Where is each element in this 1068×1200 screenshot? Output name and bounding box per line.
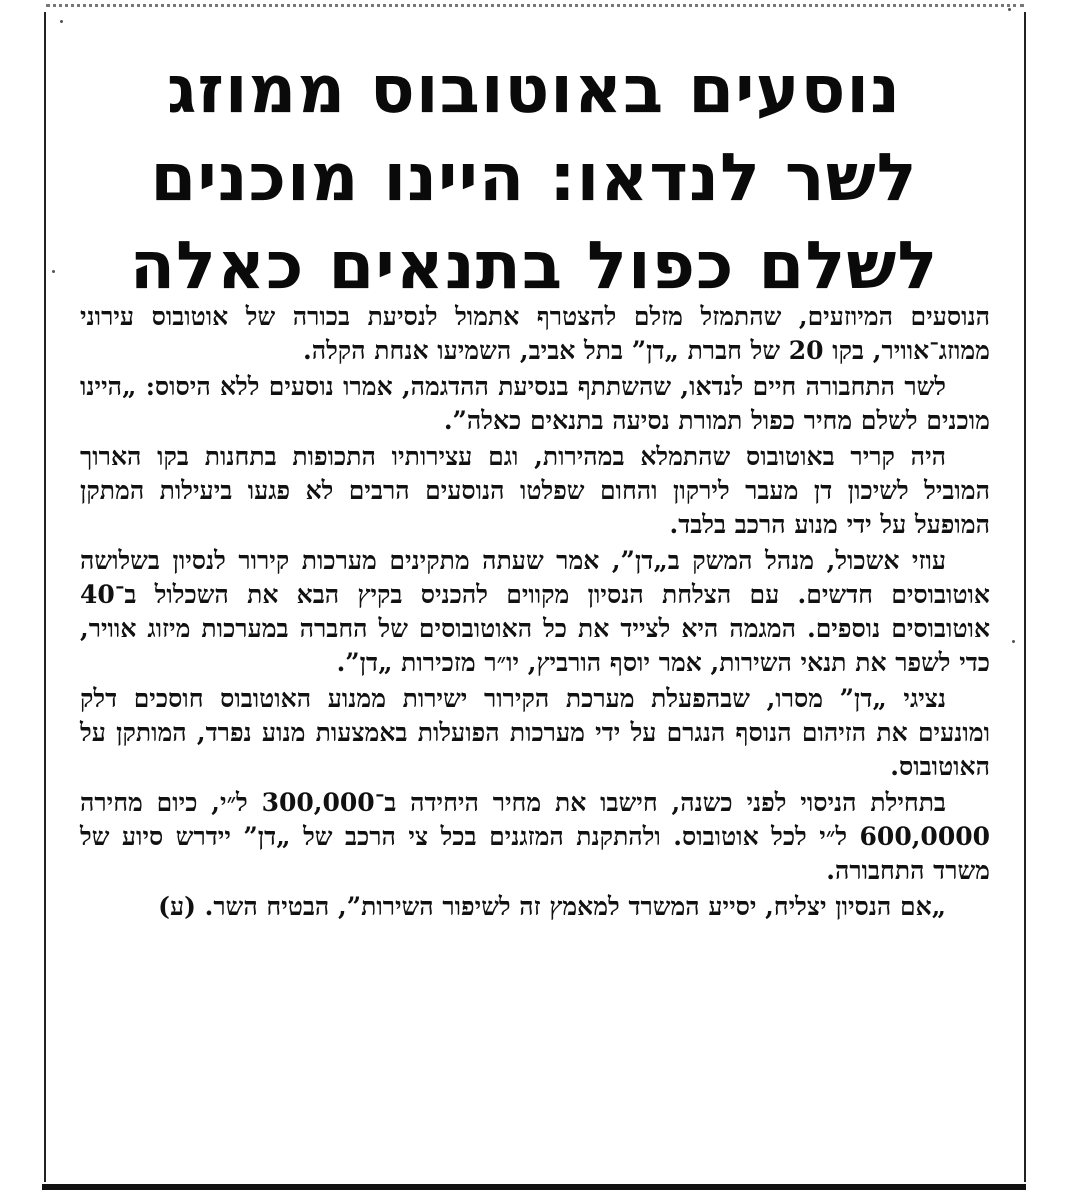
print-speck <box>1008 8 1011 11</box>
print-speck <box>60 20 63 23</box>
bottom-rule <box>42 1184 1026 1190</box>
article-body <box>80 300 990 926</box>
paragraph-6: בתחילת הניסוי לפני כשנה, חישבו את מחיר היחידה ב־300,000 ל״י, כיום מחירה 600,0000 ל״י לכל אוטובוס. ולהתקנת המזגנים בכל צי הרכב של „דן” יידרש סיוע של משרד התחבורה. <box>80 788 990 885</box>
paragraph-4: עוזי אשכול, מנהל המשק ב„דן”, אמר שעתה מתקינים מערכות קירור לנסיון בשלושה אוטובוסים חדשים. עם הצלחת הנסיון מקווים להכניס בקיץ הבא את השכלול ב־40 אוטובוסים נוספים. המגמה היא לצייד את כל האוטובוסים של החברה במערכות מיזוג אוויר, כדי לשפר את תנאי השירות, אמר יוסף הורביץ, יו״ר מזכירות „דן”. <box>80 546 990 677</box>
headline-line-2: לשר לנדאו: היינו מוכנים <box>150 139 918 216</box>
paragraph-2: לשר התחבורה חיים לנדאו, שהשתתף בנסיעת ההדגמה, אמרו נוסעים ללא היסוס: „היינו מוכנים לשלם מחיר כפול תמורת נסיעה בתנאים כאלה”. <box>80 372 990 435</box>
headline-line-3: לשלם כפול בתנאים כאלה <box>129 227 939 304</box>
headline <box>88 46 980 310</box>
print-speck <box>1012 640 1015 643</box>
paragraph-7: „אם הנסיון יצליח, יסייע המשרד למאמץ זה לשיפור השירות”, הבטיח השר. (ע) <box>158 892 946 921</box>
paragraph-3: היה קריר באוטובוס שהתמלא במהירות, וגם עצירותיו התכופות בתחנות בקו הארוך המוביל לשיכון דן מעבר לירקון והחום שפלטו הנוסעים הרבים לא פגעו ביעילות המתקן המופעל על ידי מנוע הרכב בלבד. <box>80 442 990 539</box>
paragraph-1: הנוסעים המיוזעים, שהתמזל מזלם להצטרף אתמול לנסיעת בכורה של אוטובוס עירוני ממוזג־אוויר, בקו 20 של חברת „דן” בתל אביב, השמיעו אנחת הקלה. <box>80 302 990 365</box>
paragraph-5: נציגי „דן” מסרו, שבהפעלת מערכת הקירור ישירות ממנוע האוטובוס חוסכים דלק ומונעים את הזיהום הנוסף הנגרם על ידי מערכות הפועלות באמצעות מנוע נפרד, המותקן על האוטובוס. <box>80 684 990 781</box>
print-speck <box>52 270 55 273</box>
top-dotted-rule <box>46 4 1024 7</box>
headline-line-1: נוסעים באוטובוס ממוזג <box>166 51 901 128</box>
